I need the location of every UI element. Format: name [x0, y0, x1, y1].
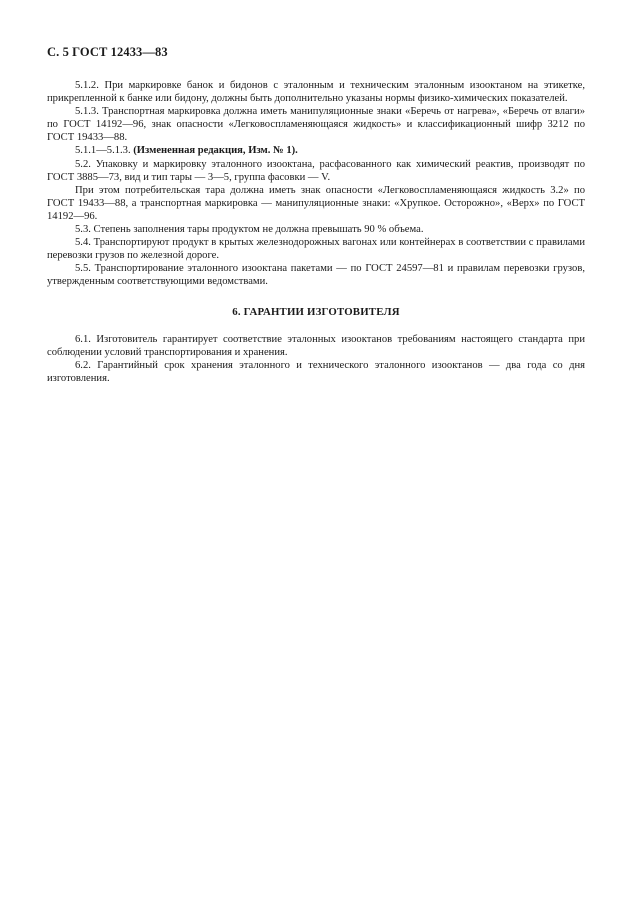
paragraph-amendment-note — [47, 144, 585, 157]
paragraph-5-2: 5.2. Упаковку и маркировку эталонного изооктана, расфасованного как химический реактив, производят по ГОСТ 3885—73, вид и тип тары — 3—5, группа фасовки — V. — [47, 158, 585, 183]
amendment-note-bold: (Измененная редакция, Изм. № 1). — [133, 145, 298, 157]
paragraph-5-2-consumer-packaging: При этом потребительская тара должна иметь знак опасности «Легковоспламеняющаяся жидкость 3.2» по ГОСТ 19433—88, а транспортная маркировка — манипуляционные знаки: «Хрупкое. Осторожно», «Верх» по ГОСТ 14192—96. — [47, 184, 585, 222]
paragraph-5-5: 5.5. Транспортирование эталонного изооктана пакетами — по ГОСТ 24597—81 и правилам перевозки грузов, утвержденным соответствующими ведомствами. — [47, 263, 585, 288]
paragraph-5-1-2: 5.1.2. При маркировке банок и бидонов с эталонным и техническим эталонным изооктаном на этикетке, прикрепленной к банке или бидону, должны быть дополнительно указаны нормы физико-химических показателей. — [47, 80, 585, 105]
paragraph-6-1: 6.1. Изготовитель гарантирует соответствие эталонных изооктанов требованиям настоящего стандарта при соблюдении условий транспортирования и хранения. — [47, 333, 585, 358]
document-body — [47, 79, 585, 385]
paragraph-5-3: 5.3. Степень заполнения тары продуктом не должна превышать 90 % объема. — [75, 224, 424, 236]
section-6-title: 6. ГАРАНТИИ ИЗГОТОВИТЕЛЯ — [232, 305, 400, 318]
page-header: С. 5 ГОСТ 12433—83 — [47, 45, 168, 59]
paragraph-5-1-3: 5.1.3. Транспортная маркировка должна иметь манипуляционные знаки «Беречь от нагрева», «Беречь от влаги» по ГОСТ 14192—96, знак опасности «Легковоспламеняющаяся жидкость» и классификационный шифр 3212 по ГОСТ 19433—88. — [47, 106, 585, 144]
amendment-range: 5.1.1—5.1.3. — [75, 145, 134, 157]
paragraph-6-2: 6.2. Гарантийный срок хранения эталонного и технического эталонного изооктанов — два года со дня изготовления. — [47, 359, 585, 384]
paragraph-5-4: 5.4. Транспортируют продукт в крытых железнодорожных вагонах или контейнерах в соответствии с правилами перевозки грузов по железной дороге. — [47, 237, 585, 262]
